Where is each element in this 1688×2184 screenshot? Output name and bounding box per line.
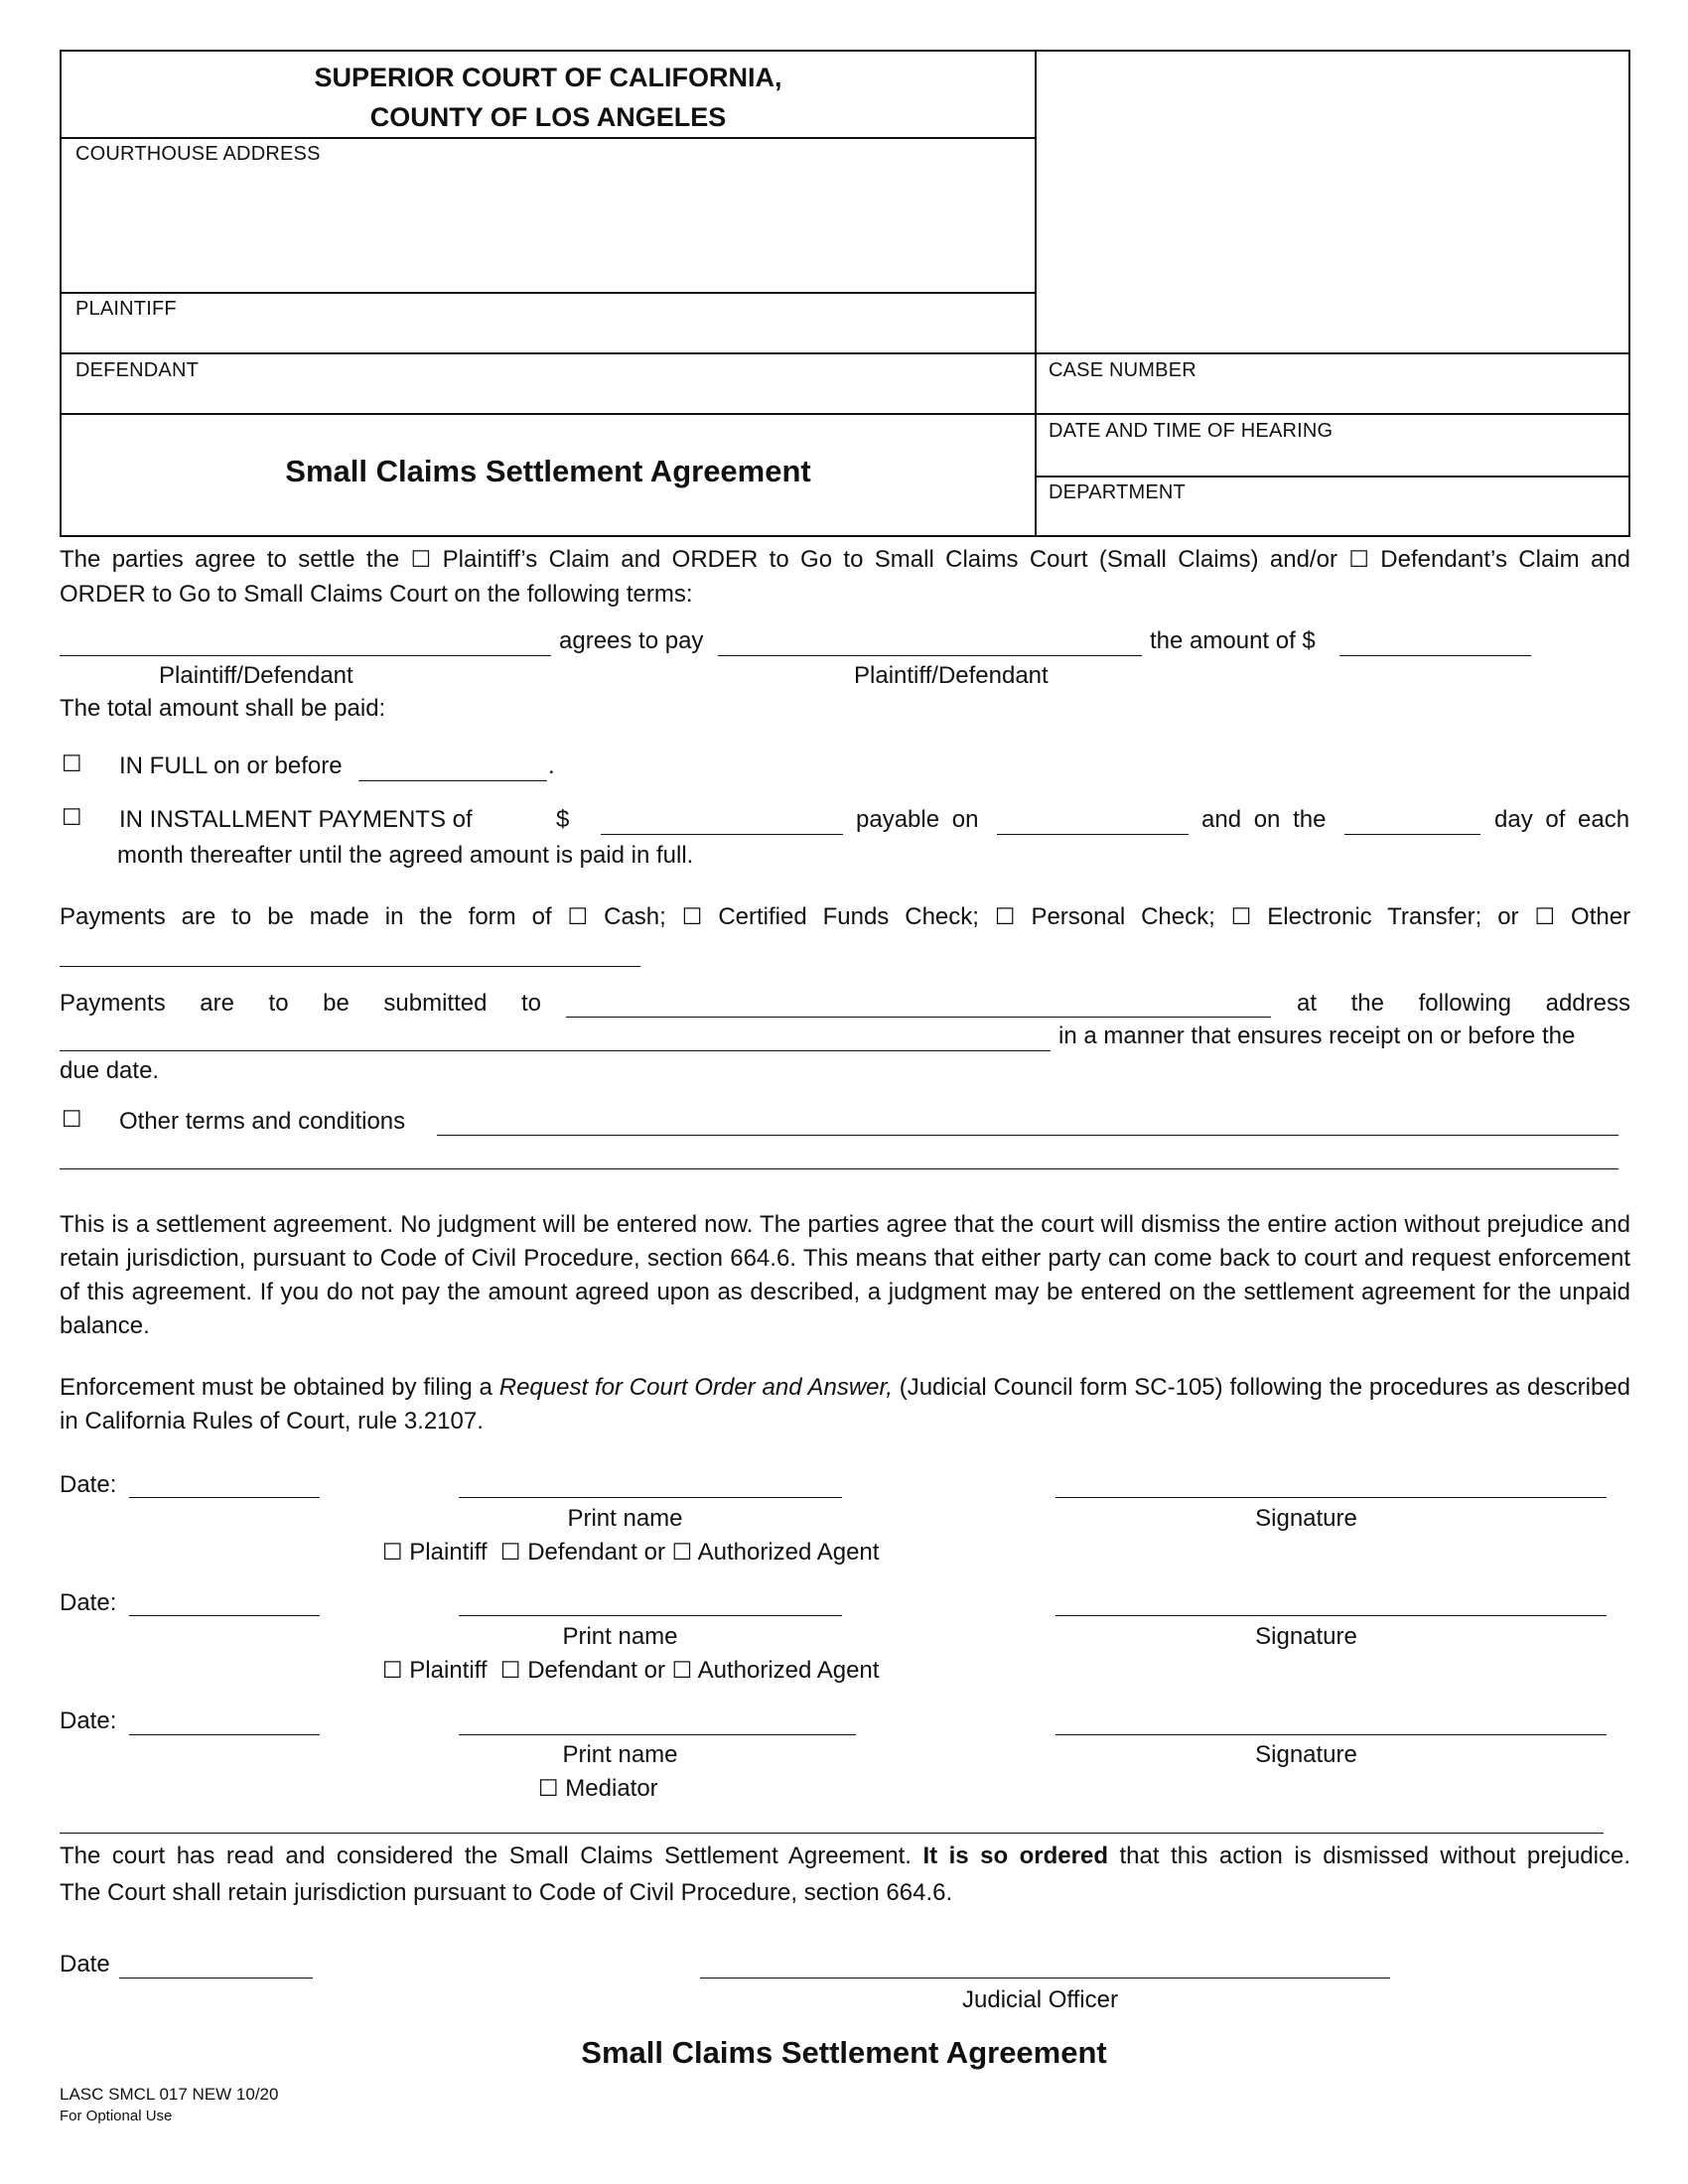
department-label: DEPARTMENT xyxy=(1049,481,1186,503)
in-full-period: . xyxy=(548,752,555,779)
signature-caption-3: Signature xyxy=(1255,1741,1357,1768)
word: are xyxy=(200,990,234,1017)
cash-label: Cash; xyxy=(604,903,666,930)
payer-caption: Plaintiff/Defendant xyxy=(159,662,353,689)
order-line-1 xyxy=(60,1843,1630,1870)
day-of-each-text: day of each xyxy=(1494,806,1630,833)
print-name-field-1[interactable] xyxy=(459,1497,842,1498)
plaintiff-claim-text: Plaintiff’s Claim and ORDER to Go to Small Claims Court (Small Claims) and/or xyxy=(442,546,1337,573)
agent-role-label: Authorized Agent xyxy=(697,1539,880,1566)
defendant-role-checkbox[interactable]: ☐ xyxy=(499,1658,521,1684)
other-terms-field-2[interactable] xyxy=(60,1168,1618,1169)
payee-name-field[interactable] xyxy=(718,655,1142,656)
payer-name-field[interactable] xyxy=(60,655,551,656)
due-date-text: due date. xyxy=(60,1057,160,1084)
and-on-the-text: and on the xyxy=(1201,806,1327,833)
date-field-2[interactable] xyxy=(129,1615,320,1616)
word: at xyxy=(1297,990,1318,1017)
other-payment-label: Other xyxy=(1571,903,1631,930)
mediator-label: Mediator xyxy=(565,1775,658,1802)
enforcement-form-name: Request for Court Order and Answer, xyxy=(498,1374,893,1401)
installment-line-2: month thereafter until the agreed amount is paid in full. xyxy=(117,842,694,869)
plaintiff-claim-checkbox[interactable]: ☐ xyxy=(410,547,432,573)
agent-role-checkbox[interactable]: ☐ xyxy=(671,1658,693,1684)
section-divider xyxy=(60,1833,1604,1834)
payee-caption: Plaintiff/Defendant xyxy=(854,662,1049,689)
word: the xyxy=(1350,990,1384,1017)
date-label-3: Date: xyxy=(60,1707,117,1734)
electronic-transfer-checkbox[interactable]: ☐ xyxy=(1230,904,1252,930)
other-payment-field[interactable] xyxy=(60,966,640,967)
intro-text: The parties agree to settle the xyxy=(60,546,400,573)
amount-field[interactable] xyxy=(1339,655,1531,656)
enforcement-pre: Enforcement must be obtained by filing a xyxy=(60,1374,492,1401)
case-number-label: CASE NUMBER xyxy=(1049,359,1196,381)
intro-line-2: ORDER to Go to Small Claims Court on the following terms: xyxy=(60,581,693,608)
enforcement-post: (Judicial Council form SC-105) following the procedures as described in California Rules of Court, rule 3.2107. xyxy=(60,1374,1631,1434)
in-full-text: IN FULL on or before xyxy=(119,752,343,779)
mediator-option xyxy=(538,1775,658,1803)
judicial-officer-caption: Judicial Officer xyxy=(962,1986,1118,2013)
defendant-claim-text: Defendant’s Claim and xyxy=(1380,546,1631,573)
other-terms-checkbox[interactable]: ☐ xyxy=(62,1107,82,1133)
defendant-role-label: Defendant or xyxy=(527,1539,665,1566)
word: Payments xyxy=(60,990,166,1017)
day-of-month-field[interactable] xyxy=(1344,834,1480,835)
order-pre: The court has read and considered the Small Claims Settlement Agreement. xyxy=(60,1843,912,1869)
role-options-2 xyxy=(382,1657,879,1685)
other-terms-field-1[interactable] xyxy=(437,1135,1618,1136)
optional-use-note: For Optional Use xyxy=(60,2108,173,2124)
signature-field-1[interactable] xyxy=(1055,1497,1607,1498)
word: be xyxy=(323,990,350,1017)
form-title: Small Claims Settlement Agreement xyxy=(285,454,811,488)
submitted-to-words xyxy=(60,990,541,1018)
payment-form-line xyxy=(60,903,1630,931)
plaintiff-role-label: Plaintiff xyxy=(409,1539,488,1566)
certified-check-label: Certified Funds Check; xyxy=(718,903,979,930)
agrees-to-pay-text: agrees to pay xyxy=(559,627,704,654)
enforcement-paragraph xyxy=(60,1371,1630,1438)
word: submitted xyxy=(383,990,488,1017)
intro-line-1 xyxy=(60,543,1630,577)
other-terms-text: Other terms and conditions xyxy=(119,1108,406,1135)
payable-on-text: payable on xyxy=(856,806,979,833)
in-full-checkbox[interactable]: ☐ xyxy=(62,751,82,777)
electronic-transfer-label: Electronic Transfer; or xyxy=(1267,903,1519,930)
agent-role-checkbox[interactable]: ☐ xyxy=(671,1540,693,1566)
word: address xyxy=(1545,990,1630,1017)
defendant-role-checkbox[interactable]: ☐ xyxy=(499,1540,521,1566)
word: following xyxy=(1418,990,1511,1017)
court-name xyxy=(62,58,1035,137)
court-line-1: SUPERIOR COURT OF CALIFORNIA, xyxy=(314,63,782,92)
caption-box xyxy=(60,50,1630,537)
other-payment-checkbox[interactable]: ☐ xyxy=(1534,904,1556,930)
date-label-1: Date: xyxy=(60,1471,117,1498)
word: to xyxy=(521,990,542,1017)
print-name-caption-2: Print name xyxy=(562,1623,678,1650)
order-bold: It is so ordered xyxy=(922,1843,1108,1869)
order-post: that this action is dismissed without prejudice. xyxy=(1119,1843,1630,1869)
date-field-3[interactable] xyxy=(129,1734,320,1735)
signature-caption-1: Signature xyxy=(1255,1505,1357,1532)
at-following-address xyxy=(1297,990,1630,1018)
defendant-label: DEFENDANT xyxy=(75,359,200,381)
installment-amount-field[interactable] xyxy=(601,834,843,835)
payable-on-date-field[interactable] xyxy=(997,834,1189,835)
amount-of-text: the amount of $ xyxy=(1150,627,1316,654)
footer-title: Small Claims Settlement Agreement xyxy=(581,2035,1107,2070)
order-date-field[interactable] xyxy=(119,1978,313,1979)
order-date-label: Date xyxy=(60,1951,110,1978)
judicial-officer-field[interactable] xyxy=(700,1978,1390,1979)
payment-address-field[interactable] xyxy=(60,1050,1051,1051)
personal-check-label: Personal Check; xyxy=(1031,903,1215,930)
order-line-2: The Court shall retain jurisdiction pursuant to Code of Civil Procedure, section 664.6. xyxy=(60,1879,953,1906)
payee-submit-field[interactable] xyxy=(566,1017,1271,1018)
print-name-caption-3: Print name xyxy=(562,1741,678,1768)
role-options-1 xyxy=(382,1539,879,1567)
signature-field-2[interactable] xyxy=(1055,1615,1607,1616)
manner-text: in a manner that ensures receipt on or before the xyxy=(1058,1023,1576,1049)
in-full-date-field[interactable] xyxy=(358,780,547,781)
print-name-field-2[interactable] xyxy=(459,1615,842,1616)
print-name-caption-1: Print name xyxy=(567,1505,683,1532)
plaintiff-role-checkbox[interactable]: ☐ xyxy=(382,1540,403,1566)
plaintiff-label: PLAINTIFF xyxy=(75,298,177,320)
defendant-role-label: Defendant or xyxy=(527,1657,665,1684)
certified-check-checkbox[interactable]: ☐ xyxy=(681,904,703,930)
courthouse-address-label: COURTHOUSE ADDRESS xyxy=(75,143,321,165)
date-label-2: Date: xyxy=(60,1589,117,1616)
plaintiff-role-checkbox[interactable]: ☐ xyxy=(382,1658,403,1684)
hearing-date-label: DATE AND TIME OF HEARING xyxy=(1049,420,1334,442)
installment-checkbox[interactable]: ☐ xyxy=(62,805,82,831)
payment-form-lead: Payments are to be made in the form of xyxy=(60,903,552,930)
defendant-claim-checkbox[interactable]: ☐ xyxy=(1348,547,1369,573)
court-line-2: COUNTY OF LOS ANGELES xyxy=(369,102,727,132)
cash-checkbox[interactable]: ☐ xyxy=(567,904,589,930)
signature-caption-2: Signature xyxy=(1255,1623,1357,1650)
personal-check-checkbox[interactable]: ☐ xyxy=(994,904,1016,930)
installment-text: IN INSTALLMENT PAYMENTS of xyxy=(119,806,473,833)
total-paid-text: The total amount shall be paid: xyxy=(60,695,386,722)
installment-dollar: $ xyxy=(556,806,570,833)
date-field-1[interactable] xyxy=(129,1497,320,1498)
signature-field-3[interactable] xyxy=(1055,1734,1607,1735)
settlement-paragraph: This is a settlement agreement. No judgment will be entered now. The parties agree that the court will dismiss the entire action without prejudice and retain jurisdiction, pursuant to Code of Civil Procedure, section 664.6. This means that either party can come back to court and request enforcement of this agreement. If you do not pay the amount agreed upon as described, a judgment may be entered on the settlement agreement for the unpaid balance. xyxy=(60,1211,1630,1339)
mediator-checkbox[interactable]: ☐ xyxy=(538,1776,559,1802)
form-code: LASC SMCL 017 NEW 10/20 xyxy=(60,2085,279,2104)
agent-role-label: Authorized Agent xyxy=(697,1657,880,1684)
print-name-field-3[interactable] xyxy=(459,1734,856,1735)
word: to xyxy=(268,990,289,1017)
plaintiff-role-label: Plaintiff xyxy=(409,1657,488,1684)
